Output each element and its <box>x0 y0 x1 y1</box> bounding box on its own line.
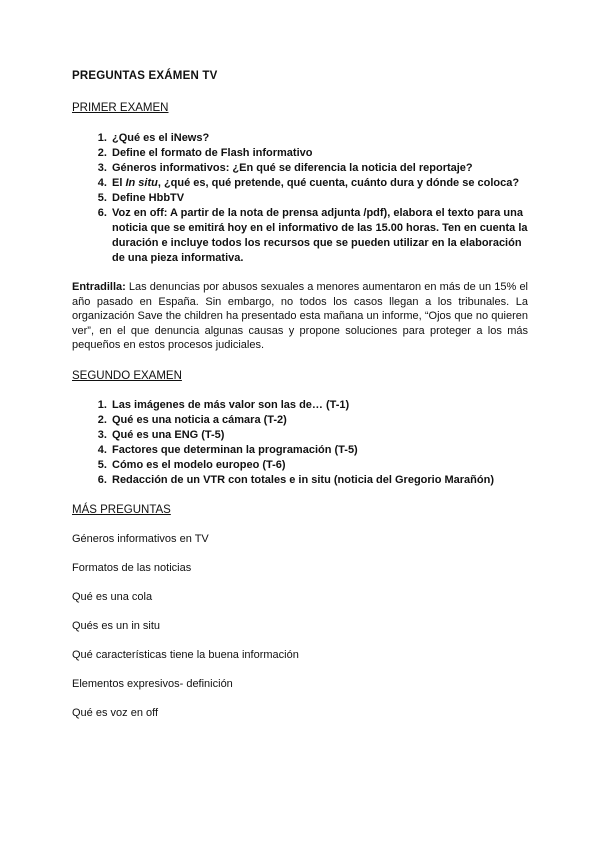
entradilla-text: Las denuncias por abusos sexuales a menores aumentaron en más de un 15% el año pasado en España. Sin embargo, no todos los casos llegan a los tribunales. La organización Save the children ha presentado esta mañana un informe, “Ojos que no quieren ver”, en el que denuncia algunas causas y propone soluciones para proteger a los más pequeños en estos procesos judiciales. <box>72 281 528 351</box>
list-item: 6. Redacción de un VTR con totales e in situ (noticia del Gregorio Marañón) <box>110 473 528 488</box>
segundo-examen-list <box>72 398 528 488</box>
list-item <box>110 176 528 191</box>
list-item: 2. Qué es una noticia a cámara (T-2) <box>110 413 528 428</box>
list-item: 1. Las imágenes de más valor son las de… (T-1) <box>110 398 528 413</box>
entradilla-paragraph <box>72 280 528 353</box>
list-item: 6. Voz en off: A partir de la nota de prensa adjunta /pdf), elabora el texto para una noticia que se emitirá hoy en el informativo de las 15.00 horas. Ten en cuenta la duración e incluye todos los recursos que se pueden utilizar en la elaboración de una pieza informativa. <box>110 206 528 266</box>
entradilla-label: Entradilla: <box>72 281 126 293</box>
list-item: 1. ¿Qué es el iNews? <box>110 131 528 146</box>
list-item: 3. Géneros informativos: ¿En qué se diferencia la noticia del reportaje? <box>110 161 528 176</box>
primer-examen-heading: PRIMER EXAMEN <box>72 102 169 114</box>
list-item: Qué características tiene la buena información <box>72 648 299 661</box>
list-item: Géneros informativos en TV <box>72 532 209 545</box>
segundo-examen-heading: SEGUNDO EXAMEN <box>72 369 182 382</box>
list-item: Qués es un in situ <box>72 619 161 632</box>
mas-preguntas-heading: MÁS PREGUNTAS <box>72 503 171 516</box>
list-item: 4. Factores que determinan la programación (T-5) <box>110 443 528 458</box>
list-item: Qué es una cola <box>72 590 153 603</box>
document-title: PREGUNTAS EXÁMEN TV <box>72 70 218 82</box>
list-item: 3. Qué es una ENG (T-5) <box>110 428 528 443</box>
q4-prefix: El <box>112 177 126 189</box>
q4-italic: In situ <box>125 177 158 189</box>
list-item: 5. Cómo es el modelo europeo (T-6) <box>110 458 528 473</box>
list-item: Formatos de las noticias <box>72 561 192 574</box>
list-item: Elementos expresivos- definición <box>72 677 233 690</box>
list-item: 5. Define HbbTV <box>110 191 528 206</box>
primer-examen-list <box>72 131 528 266</box>
list-item: Qué es voz en off <box>72 706 159 719</box>
list-item: 2. Define el formato de Flash informativo <box>110 146 528 161</box>
document-body <box>72 68 528 721</box>
q4-suffix: , ¿qué es, qué pretende, qué cuenta, cuánto dura y dónde se coloca? <box>157 177 520 189</box>
